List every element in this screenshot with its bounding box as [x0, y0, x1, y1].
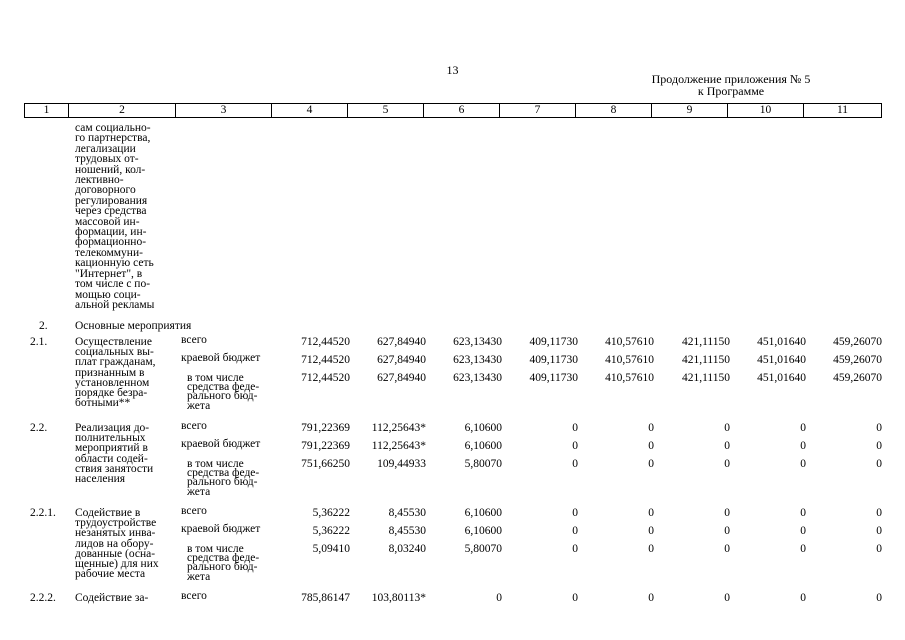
measure-title-line: плат гражданам,	[75, 356, 156, 369]
value-cell: 0	[648, 507, 654, 519]
measure-title-line: установленном	[75, 376, 150, 389]
measure-title-line: лидов на обору-	[75, 537, 154, 550]
continuation-line: легализации	[75, 142, 136, 155]
measure-title-line: ботными**	[75, 397, 131, 410]
funding-source	[181, 422, 277, 431]
value-cell: 623,13430	[453, 354, 502, 366]
value-cell: 0	[800, 422, 806, 434]
funding-source	[181, 525, 277, 534]
value-cell: 5,80070	[464, 458, 502, 470]
measure-title-line: Осуществление	[75, 336, 152, 348]
funding-source-line: всего	[181, 420, 207, 432]
column-header-1: 1	[25, 104, 69, 118]
value-cell: 112,25643*	[371, 440, 426, 452]
column-header-table	[24, 103, 882, 118]
continuation-line: мощью соци-	[75, 288, 141, 301]
value-cell: 0	[876, 458, 882, 470]
funding-source-line: краевой бюджет	[181, 352, 261, 364]
value-cell: 5,09410	[312, 543, 350, 555]
value-cell: 5,36222	[312, 507, 350, 519]
value-cell: 0	[800, 525, 806, 537]
funding-source-line: средства феде-	[187, 381, 260, 394]
column-header-4: 4	[272, 104, 348, 118]
measure-title-line: признанным в	[75, 366, 145, 379]
value-cell: 0	[800, 458, 806, 470]
measure-title-line: полнительных	[75, 432, 146, 445]
value-cell: 0	[572, 440, 578, 452]
value-cell: 0	[572, 525, 578, 537]
funding-source	[187, 374, 275, 411]
value-cell: 0	[724, 458, 730, 470]
continuation-line: сам социально-	[75, 122, 151, 134]
value-cell: 6,10600	[464, 507, 502, 519]
measure-title	[75, 423, 180, 484]
value-cell: 459,26070	[833, 336, 882, 348]
value-cell: 410,57610	[605, 372, 654, 384]
continuation-line: том числе с по-	[75, 278, 151, 291]
value-cell: 0	[800, 440, 806, 452]
funding-source-line: всего	[181, 505, 207, 517]
section-title: Основные мероприятия	[75, 320, 192, 332]
measure-title-line: трудоустройстве	[75, 517, 157, 530]
funding-source-line: средства феде-	[187, 467, 260, 480]
value-cell: 791,22369	[301, 440, 350, 452]
value-cell: 0	[800, 592, 806, 604]
funding-source	[181, 336, 277, 345]
value-cell: 410,57610	[605, 336, 654, 348]
measure-title-line: незанятых инва-	[75, 527, 156, 540]
section-number: 2.	[39, 320, 48, 332]
value-cell: 0	[648, 440, 654, 452]
value-cell: 0	[724, 592, 730, 604]
value-cell: 0	[876, 422, 882, 434]
value-cell: 0	[572, 422, 578, 434]
continuation-line: альной рекламы	[75, 298, 155, 311]
column-header-3: 3	[176, 104, 272, 118]
funding-source-line: всего	[181, 590, 207, 602]
column-header-11: 11	[804, 104, 882, 118]
continuation-line: трудовых от-	[75, 153, 139, 166]
value-cell: 0	[572, 507, 578, 519]
row-number: 2.2.1.	[30, 507, 56, 519]
value-cell: 0	[876, 525, 882, 537]
funding-source-line: средства феде-	[187, 552, 260, 565]
value-cell: 421,11150	[681, 336, 730, 348]
value-cell: 0	[648, 525, 654, 537]
column-header-8: 8	[576, 104, 652, 118]
value-cell: 623,13430	[453, 372, 502, 384]
value-cell: 5,80070	[464, 543, 502, 555]
value-cell: 791,22369	[301, 422, 350, 434]
funding-source	[187, 460, 275, 497]
value-cell: 785,86147	[301, 592, 350, 604]
measure-title-line: порядке безра-	[75, 387, 148, 400]
value-cell: 410,57610	[605, 354, 654, 366]
measure-title-line: щенные) для них	[75, 558, 159, 571]
value-cell: 0	[800, 507, 806, 519]
value-cell: 627,84940	[377, 372, 426, 384]
measure-title-line: населения	[75, 473, 126, 486]
measure-title-line: ствия занятости	[75, 462, 154, 475]
continuation-line: массовой ин-	[75, 215, 140, 228]
appendix-note-line: Продолжение приложения № 5	[651, 72, 811, 86]
value-cell: 0	[876, 507, 882, 519]
value-cell: 103,80113*	[371, 592, 426, 604]
funding-source-line: краевой бюджет	[181, 523, 261, 535]
appendix-note	[611, 73, 851, 97]
row-number: 2.1.	[30, 336, 48, 348]
value-cell: 623,13430	[453, 336, 502, 348]
funding-source-line: жета	[187, 570, 211, 583]
measure-title-line: рабочие места	[75, 568, 146, 581]
continuation-line: договорного	[75, 184, 136, 197]
continuation-line: ношений, кол-	[75, 163, 146, 176]
value-cell: 451,01640	[757, 354, 806, 366]
measure-title-line: Реализация до-	[75, 422, 150, 434]
value-cell: 6,10600	[464, 440, 502, 452]
funding-source	[181, 440, 277, 449]
continuation-line: телекоммуни-	[75, 246, 143, 259]
value-cell: 8,03240	[388, 543, 426, 555]
value-cell: 0	[724, 440, 730, 452]
value-cell: 459,26070	[833, 354, 882, 366]
continuation-line: кационную сеть	[75, 257, 154, 270]
measure-title-line: дованные (осна-	[75, 547, 156, 560]
value-cell: 627,84940	[377, 336, 426, 348]
value-cell: 112,25643*	[371, 422, 426, 434]
value-cell: 451,01640	[757, 336, 806, 348]
continuation-line: формационно-	[75, 236, 147, 249]
value-cell: 0	[724, 422, 730, 434]
continuation-line: через средства	[75, 205, 147, 218]
row-number: 2.2.	[30, 422, 48, 434]
value-cell: 409,11730	[529, 372, 578, 384]
funding-source-line: рального бюд-	[187, 390, 258, 403]
measure-title-line: мероприятий в	[75, 442, 148, 455]
value-cell: 0	[724, 543, 730, 555]
funding-source-line: в том числе	[187, 458, 244, 470]
continuation-line: формации, ин-	[75, 226, 147, 239]
measure-title-line: области содей-	[75, 452, 148, 465]
value-cell: 421,11150	[681, 354, 730, 366]
value-cell: 0	[648, 458, 654, 470]
continuation-line: лективно-	[75, 174, 124, 187]
value-cell: 0	[648, 422, 654, 434]
continuation-line: го партнерства,	[75, 132, 151, 145]
column-header-6: 6	[424, 104, 500, 118]
funding-source-line: жета	[187, 399, 211, 412]
value-cell: 6,10600	[464, 525, 502, 537]
column-header-9: 9	[652, 104, 728, 118]
value-cell: 0	[572, 543, 578, 555]
value-cell: 0	[876, 592, 882, 604]
value-cell: 0	[876, 440, 882, 452]
column-header-7: 7	[500, 104, 576, 118]
value-cell: 0	[572, 458, 578, 470]
value-cell: 0	[496, 592, 502, 604]
continuation-cell	[75, 123, 180, 310]
value-cell: 6,10600	[464, 422, 502, 434]
value-cell: 0	[724, 507, 730, 519]
continuation-line: регулирования	[75, 194, 148, 207]
value-cell: 0	[724, 525, 730, 537]
value-cell: 712,44520	[301, 354, 350, 366]
value-cell: 459,26070	[833, 372, 882, 384]
funding-source	[187, 545, 275, 582]
measure-title-line: социальных вы-	[75, 346, 154, 359]
funding-source-line: всего	[181, 334, 207, 346]
value-cell: 5,36222	[312, 525, 350, 537]
funding-source-line: рального бюд-	[187, 561, 258, 574]
value-cell: 627,84940	[377, 354, 426, 366]
value-cell: 8,45530	[388, 507, 426, 519]
value-cell: 109,44933	[377, 458, 426, 470]
funding-source-line: краевой бюджет	[181, 438, 261, 450]
value-cell: 0	[800, 543, 806, 555]
value-cell: 451,01640	[757, 372, 806, 384]
column-header-10: 10	[728, 104, 804, 118]
appendix-note-line: к Программе	[697, 84, 765, 98]
value-cell: 409,11730	[529, 354, 578, 366]
funding-source-line: жета	[187, 485, 211, 498]
continuation-line: "Интернет", в	[75, 267, 143, 280]
row-number: 2.2.2.	[30, 592, 56, 604]
measure-title-line: Содействие в	[75, 507, 141, 519]
page-number: 13	[446, 63, 459, 77]
funding-source	[181, 507, 277, 516]
column-header-5: 5	[348, 104, 424, 118]
measure-title	[75, 593, 180, 603]
value-cell: 8,45530	[388, 525, 426, 537]
measure-title	[75, 337, 180, 408]
value-cell: 0	[876, 543, 882, 555]
value-cell: 0	[648, 592, 654, 604]
funding-source-line: в том числе	[187, 372, 244, 384]
value-cell: 751,66250	[301, 458, 350, 470]
measure-title-line: Содействие за-	[75, 592, 149, 604]
funding-source	[181, 354, 277, 363]
measure-title	[75, 508, 180, 579]
funding-source-line: в том числе	[187, 543, 244, 555]
column-header-2: 2	[69, 104, 176, 118]
value-cell: 421,11150	[681, 372, 730, 384]
value-cell: 712,44520	[301, 372, 350, 384]
funding-source	[181, 592, 277, 601]
value-cell: 0	[648, 543, 654, 555]
column-header-row	[25, 104, 882, 118]
value-cell: 0	[572, 592, 578, 604]
value-cell: 712,44520	[301, 336, 350, 348]
value-cell: 409,11730	[529, 336, 578, 348]
funding-source-line: рального бюд-	[187, 476, 258, 489]
